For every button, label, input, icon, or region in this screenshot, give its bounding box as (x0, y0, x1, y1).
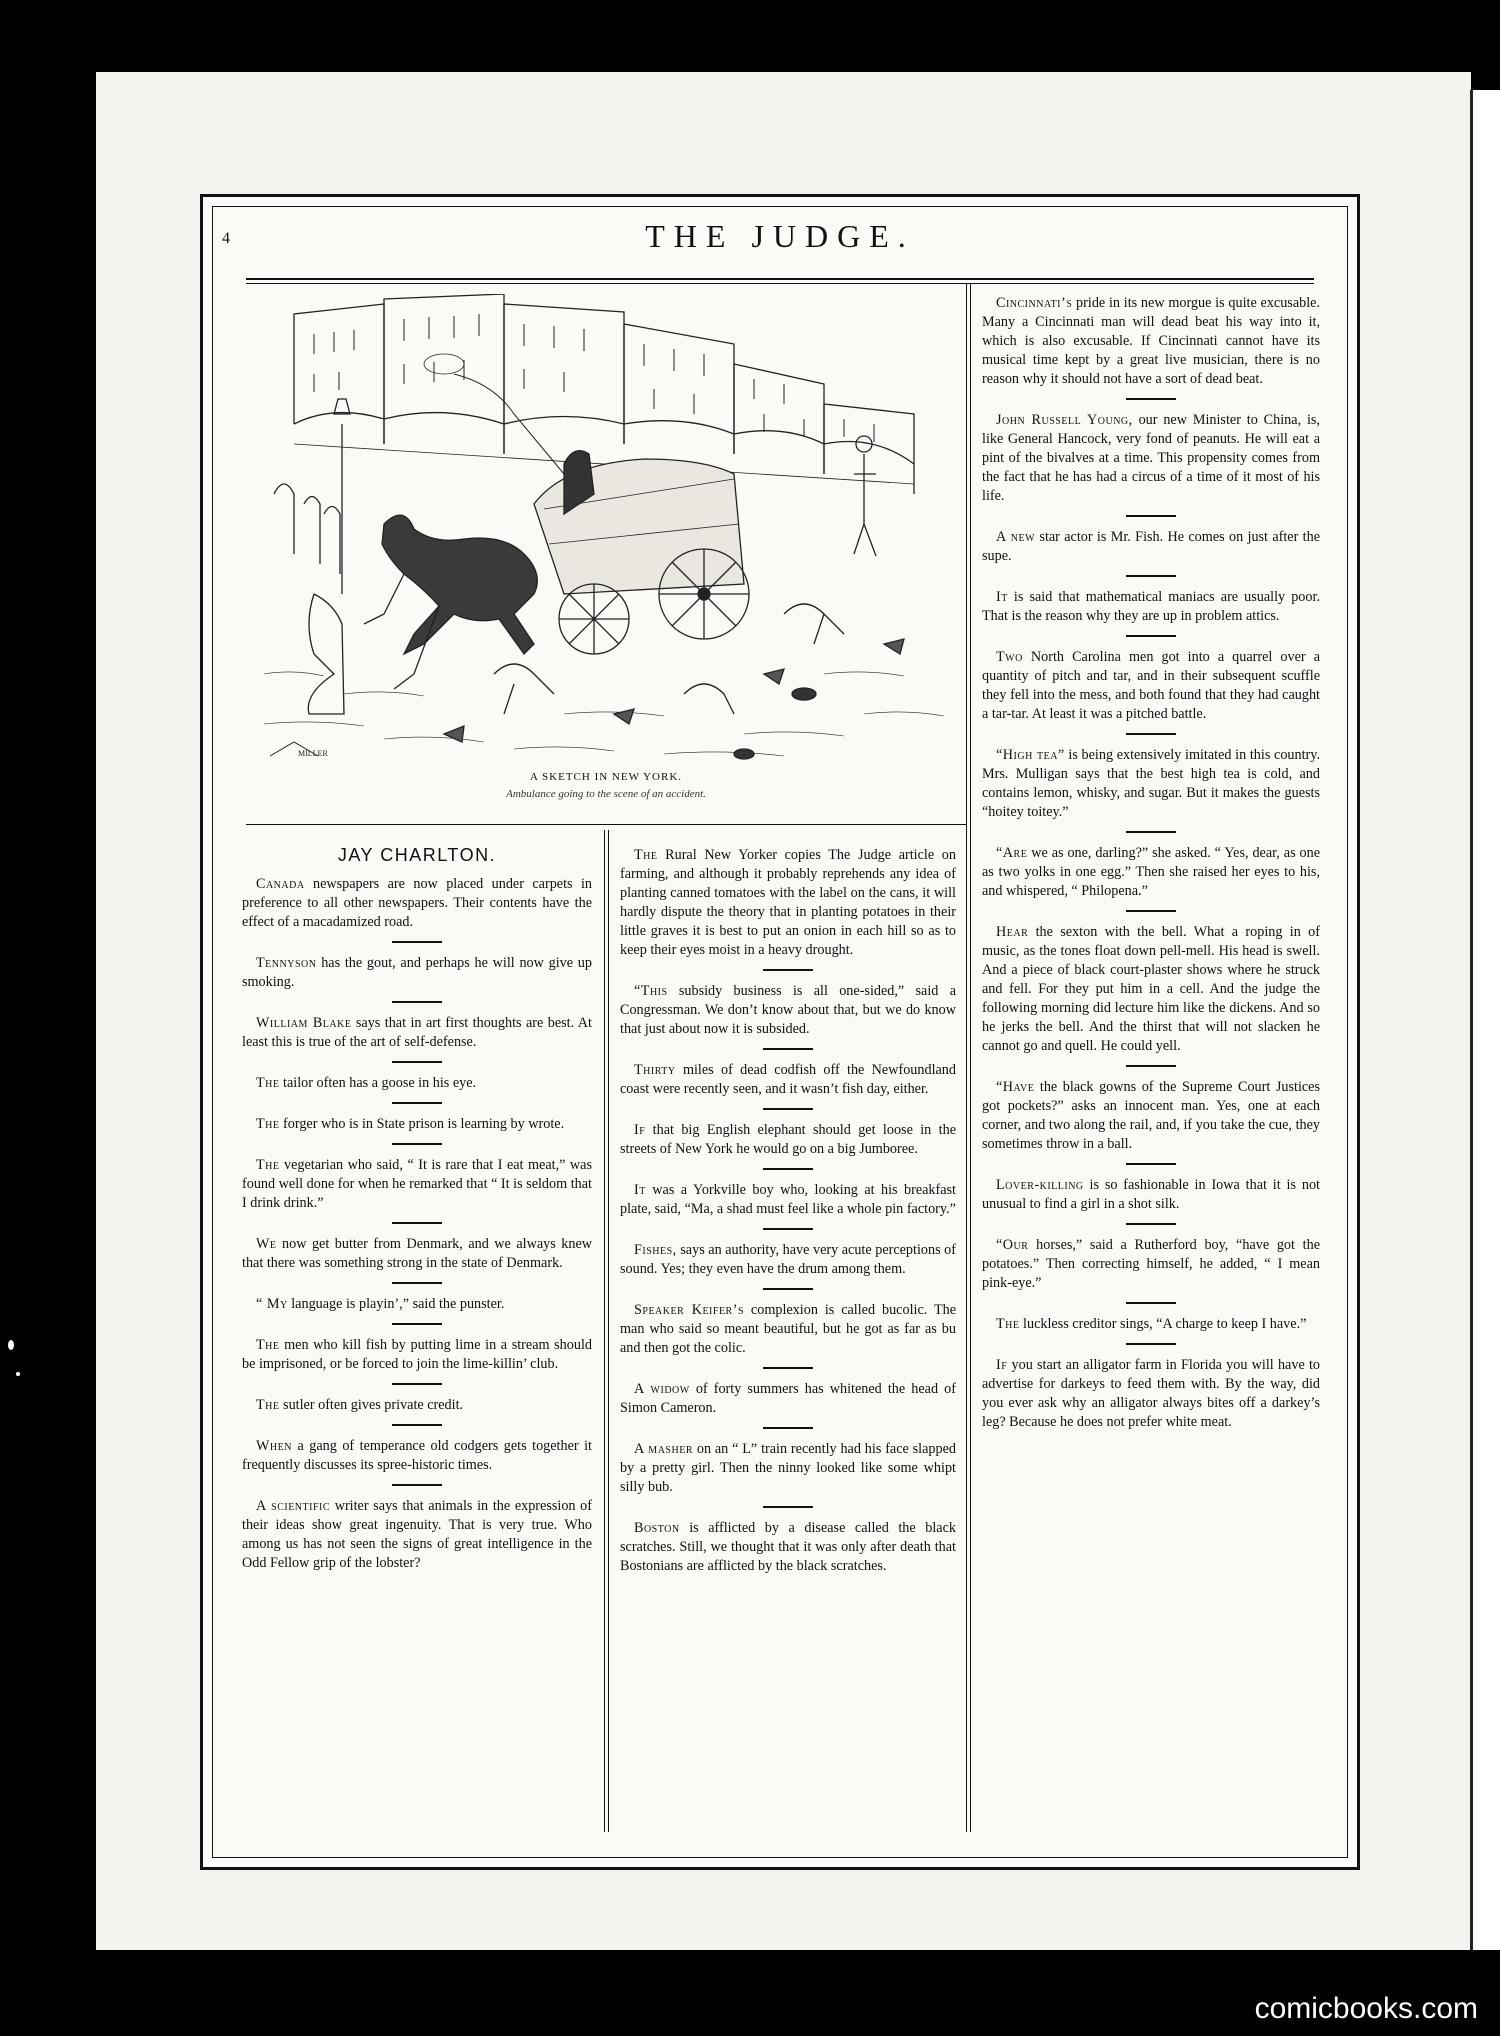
paragraph-text: that big English elephant should get loose in the streets of New York he would go on a big Jumboree. (620, 1122, 956, 1157)
paragraph (620, 1061, 956, 1099)
paragraph-text: on an “ L” train recently had his face slapped by a pretty girl. Then the ninny looked like some whipt silly bub. (620, 1441, 957, 1495)
paragraph-lead: Cincinnati’s (996, 295, 1073, 311)
paragraph-lead: “This (634, 983, 668, 999)
paragraph-lead: A scientific (256, 1498, 331, 1514)
paragraph (242, 875, 592, 932)
page-number: 4 (222, 230, 230, 247)
paragraph-lead: Boston (634, 1520, 680, 1536)
paragraph-text: now get butter from Denmark, and we always knew that there was something strong in the state of Denmark. (242, 1236, 592, 1271)
illustration-signature: MILLER (298, 749, 328, 758)
paragraph-separator (763, 1228, 813, 1230)
paragraph-separator (1126, 1223, 1176, 1225)
paragraph-lead: Speaker Keifer’s (634, 1302, 745, 1318)
paragraph-text: our new Minister to China, is, like General Hancock, very fond of peanuts. He will eat a pint of the bivalves at a time. This propensity comes from the fact that he has had a circus of a time of it most of his life. (982, 412, 1320, 504)
paragraph-text: you start an alligator farm in Florida you will have to advertise for darkeys to feed them with. By the way, did you ever ask why an alligator always bites off a darkey’s leg? Because he does not prefer white meat. (982, 1357, 1320, 1430)
paragraph-text: language is playin’,” said the punster. (287, 1296, 505, 1312)
paragraph-text: sutler often gives private credit. (279, 1397, 464, 1413)
paragraph (242, 1235, 592, 1273)
paragraph-text: luckless creditor sings, “A charge to keep I have.” (1019, 1316, 1307, 1332)
paragraph-separator (392, 1061, 442, 1063)
paragraph (982, 648, 1320, 724)
paragraph-text: horses,” said a Rutherford boy, “have got the potatoes.” Then correcting himself, he added, “ I mean pink-eye.” (982, 1237, 1320, 1291)
paragraph-text: star actor is Mr. Fish. He comes on just after the supe. (982, 529, 1320, 564)
paragraph-text: the sexton with the bell. What a roping in of music, as the tones float down pell-mell. His head is swell. And a piece of black court-plaster shows where he struck and fell. For they put him in a cell. And the judge the following morning did lecture him like the dickens. And so he jerks the bell. And the thirst that will not slacken he cannot go and quell. He could yell. (982, 924, 1320, 1054)
paragraph-text: says that in art first thoughts are best. At least this is true of the art of self-defense. (242, 1015, 592, 1050)
paragraph-lead: It (634, 1182, 646, 1198)
masthead-title: THE JUDGE. (645, 218, 915, 254)
paragraph-separator (392, 1323, 442, 1325)
paragraph-text: is afflicted by a disease called the black scratches. Still, we thought that it was only after death that Bostonians are afflicted by the black scratches. (620, 1520, 956, 1574)
paragraph-text: forger who is in State prison is learning by wrote. (279, 1116, 565, 1132)
paragraph-lead: William Blake (256, 1015, 352, 1031)
paragraph-separator (763, 969, 813, 971)
paragraph-lead: “High tea” (996, 747, 1065, 763)
paragraph-text: writer says that animals in the expression of their ideas show great ingenuity. That is very true. Who among us has not seen the signs of great intelligence in the Odd Fellow grip of the lobster? (242, 1498, 592, 1571)
paragraph-lead: “Have (996, 1079, 1035, 1095)
column-heading: JAY CHARLTON. (337, 845, 497, 865)
next-page-edge (1470, 90, 1500, 1950)
paragraph-lead: The (996, 1316, 1020, 1332)
paragraph (620, 1241, 956, 1279)
paragraph-text: the black gowns of the Supreme Court Justices got pockets?” asks an innocent man. Yes, one at each corner, and two along the rail, and, if you take the cue, they sometimes throw in a ball. (982, 1079, 1320, 1152)
paragraph-lead: Thirty (634, 1062, 676, 1078)
paragraph-separator (1126, 575, 1176, 577)
paragraph (242, 1497, 592, 1573)
paragraph-text: says an authority, have very acute perceptions of sound. Yes; they even have the drum among them. (620, 1242, 956, 1277)
paragraph-lead: “Are (996, 845, 1028, 861)
paragraph-lead: The (634, 847, 658, 863)
paragraph-lead: “ My (256, 1296, 288, 1312)
paragraph-lead: A widow (634, 1381, 690, 1397)
paragraph (982, 294, 1320, 389)
paragraph-lead: Two (996, 649, 1023, 665)
paragraph-lead: The (256, 1397, 280, 1413)
paragraph-text: tailor often has a goose in his eye. (279, 1075, 477, 1091)
paragraph-lead: If (996, 1357, 1008, 1373)
paragraph-separator (763, 1048, 813, 1050)
paragraph (982, 1356, 1320, 1432)
paragraph-separator (763, 1506, 813, 1508)
paragraph (982, 1236, 1320, 1293)
paragraph-lead: The (256, 1116, 280, 1132)
paragraph (242, 1115, 592, 1134)
column-rule-middle-double (608, 830, 609, 1832)
paragraph-text: men who kill fish by putting lime in a stream should be imprisoned, or be forced to join the lime-killin’ club. (242, 1337, 592, 1372)
scan-dust (8, 1340, 14, 1350)
paragraph-text: pride in its new morgue is quite excusable. Many a Cincinnati man will dead beat his way into it, which is also excusable. If Cincinnati cannot have its musical time kept by a great live musician, there is no reason why it should not have a sort of dead beat. (982, 295, 1320, 387)
paragraph-separator (763, 1367, 813, 1369)
paragraph-separator (763, 1108, 813, 1110)
paragraph-text: of forty summers has whitened the head of Simon Cameron. (620, 1381, 956, 1416)
paragraph-text: is being extensively imitated in this country. Mrs. Mulligan says that the best high tea is cold, and contains lemon, whisky, and sugar. But it makes the guests “hoitey toitey.” (982, 747, 1320, 820)
masthead-rule-thin (246, 283, 1314, 284)
paragraph-lead: A new (996, 529, 1036, 545)
paragraph (242, 1336, 592, 1374)
paragraph-text: subsidy business is all one-sided,” said a Congressman. We don’t know about that, but we do know that just about now it is subsided. (620, 983, 956, 1037)
paragraph-text: miles of dead codfish off the Newfoundland coast were recently seen, and it wasn’t fish day, either. (620, 1062, 956, 1097)
svg-text:A SKETCH IN NEW YORK.: A SKETCH IN NEW YORK. (529, 771, 683, 783)
paragraph-separator (1126, 1065, 1176, 1067)
paragraph (242, 1437, 592, 1475)
paragraph (982, 746, 1320, 822)
paragraph-lead: John Russell Young, (996, 412, 1133, 428)
paragraph (242, 1074, 592, 1093)
masthead-rule (246, 278, 1314, 280)
paragraph-separator (392, 1001, 442, 1003)
column-items (242, 875, 592, 1573)
paragraph-separator (1126, 515, 1176, 517)
paragraph-separator (392, 941, 442, 943)
paragraph-separator (763, 1168, 813, 1170)
paragraph (982, 1315, 1320, 1334)
paragraph-lead: A masher (634, 1441, 693, 1457)
column-right (982, 294, 1320, 1432)
column-rule-middle (604, 830, 605, 1832)
page-frame (200, 194, 1360, 1870)
paragraph-separator (763, 1427, 813, 1429)
paragraph-text: Rural New Yorker copies The Judge article on farming, and although it probably reprehends any idea of planting canned tomatoes with the label on the cans, it will hardly dispute the theory that in planting potatoes in their little graves it is best to put an onion in each hill so as to keep their eyes moist in a heavy drought. (620, 847, 956, 958)
paragraph-lead: It (996, 589, 1008, 605)
paragraph-lead: Hear (996, 924, 1029, 940)
paragraph-separator (1126, 910, 1176, 912)
paragraph-separator (392, 1383, 442, 1385)
paragraph-separator (1126, 733, 1176, 735)
paragraph-text: has the gout, and perhaps he will now give up smoking. (242, 955, 592, 990)
column-items (620, 846, 956, 1576)
paragraph (242, 1396, 592, 1415)
column-items (982, 294, 1320, 1432)
paragraph-separator (1126, 398, 1176, 400)
paragraph (620, 1121, 956, 1159)
paragraph-text: vegetarian who said, “ It is rare that I eat meat,” was found well done for when he remarked that “ It is seldom that I drink drink.” (242, 1157, 592, 1211)
paragraph-lead: The (256, 1157, 280, 1173)
paragraph (242, 1295, 592, 1314)
paragraph (620, 1440, 956, 1497)
paragraph-lead: Lover-killing (996, 1177, 1084, 1193)
paragraph (620, 1519, 956, 1576)
paragraph-text: a gang of temperance old codgers gets together it frequently discusses its spree-historic times. (242, 1438, 592, 1473)
paragraph-lead: When (256, 1438, 292, 1454)
paragraph (620, 982, 956, 1039)
paragraph-separator (1126, 831, 1176, 833)
paragraph-lead: Canada (256, 876, 305, 892)
paragraph (982, 844, 1320, 901)
paragraph-lead: We (256, 1236, 277, 1252)
paragraph-separator (1126, 1302, 1176, 1304)
paragraph-text: is said that mathematical maniacs are usually poor. That is the reason why they are up in problem attics. (982, 589, 1320, 624)
column-rule-right-double (970, 284, 971, 1832)
paragraph (982, 528, 1320, 566)
paragraph (242, 1156, 592, 1213)
paragraph-lead: The (256, 1337, 280, 1353)
paragraph (982, 923, 1320, 1056)
paragraph (620, 1301, 956, 1358)
paragraph-text: newspapers are now placed under carpets in preference to all other newspapers. Their contents have the effect of a macadamized road. (242, 876, 592, 930)
street-scene-illustration (264, 294, 948, 812)
paragraph-separator (1126, 1343, 1176, 1345)
paragraph (620, 846, 956, 960)
paragraph-separator (392, 1424, 442, 1426)
column-jay-charlton (242, 846, 592, 1573)
paragraph-separator (1126, 1163, 1176, 1165)
paragraph-text: North Carolina men got into a quarrel over a quantity of pitch and tar, and in their subsequent scuffle they fell into the mess, and both found that they had caught a tar-tar. At least it was a pitched battle. (982, 649, 1320, 722)
paragraph (620, 1380, 956, 1418)
paragraph-separator (392, 1143, 442, 1145)
column-rule-right (966, 284, 967, 1832)
paragraph (982, 411, 1320, 506)
svg-text:Ambulance going to the scene o: Ambulance going to the scene of an accident. (506, 788, 706, 800)
paragraph (242, 1014, 592, 1052)
paragraph (982, 1078, 1320, 1154)
paragraph-separator (392, 1282, 442, 1284)
paragraph-lead: “Our (996, 1237, 1029, 1253)
paragraph-lead: If (634, 1122, 646, 1138)
paragraph-lead: The (256, 1075, 280, 1091)
scan-dust (16, 1372, 20, 1376)
paragraph-lead: Tennyson (256, 955, 317, 971)
paragraph-text: we as one, darling?” she asked. “ Yes, dear, as one as two yolks in one egg.” Then she raised her eyes to his, and whispered, “ Philopena.” (982, 845, 1320, 899)
paragraph (620, 1181, 956, 1219)
watermark: comicbooks.com (1254, 1992, 1478, 2025)
paragraph-separator (392, 1222, 442, 1224)
paragraph-separator (392, 1102, 442, 1104)
paragraph-text: was a Yorkville boy who, looking at his breakfast plate, said, “Ma, a shad must feel like a whole pin factory.” (620, 1182, 956, 1217)
illustration-bottom-rule (246, 824, 966, 825)
paragraph-separator (1126, 635, 1176, 637)
paragraph-lead: Fishes, (634, 1242, 677, 1258)
paragraph-text: is so fashionable in Iowa that it is not unusual to find a girl in a shot silk. (982, 1177, 1320, 1212)
paragraph-separator (392, 1484, 442, 1486)
column-middle (620, 846, 956, 1576)
paragraph-separator (763, 1288, 813, 1290)
paragraph (982, 588, 1320, 626)
paragraph-text: complexion is called bucolic. The man who said so meant beautiful, but he got as far as bu and then got the colic. (620, 1302, 957, 1356)
paragraph (242, 954, 592, 992)
paragraph (982, 1176, 1320, 1214)
